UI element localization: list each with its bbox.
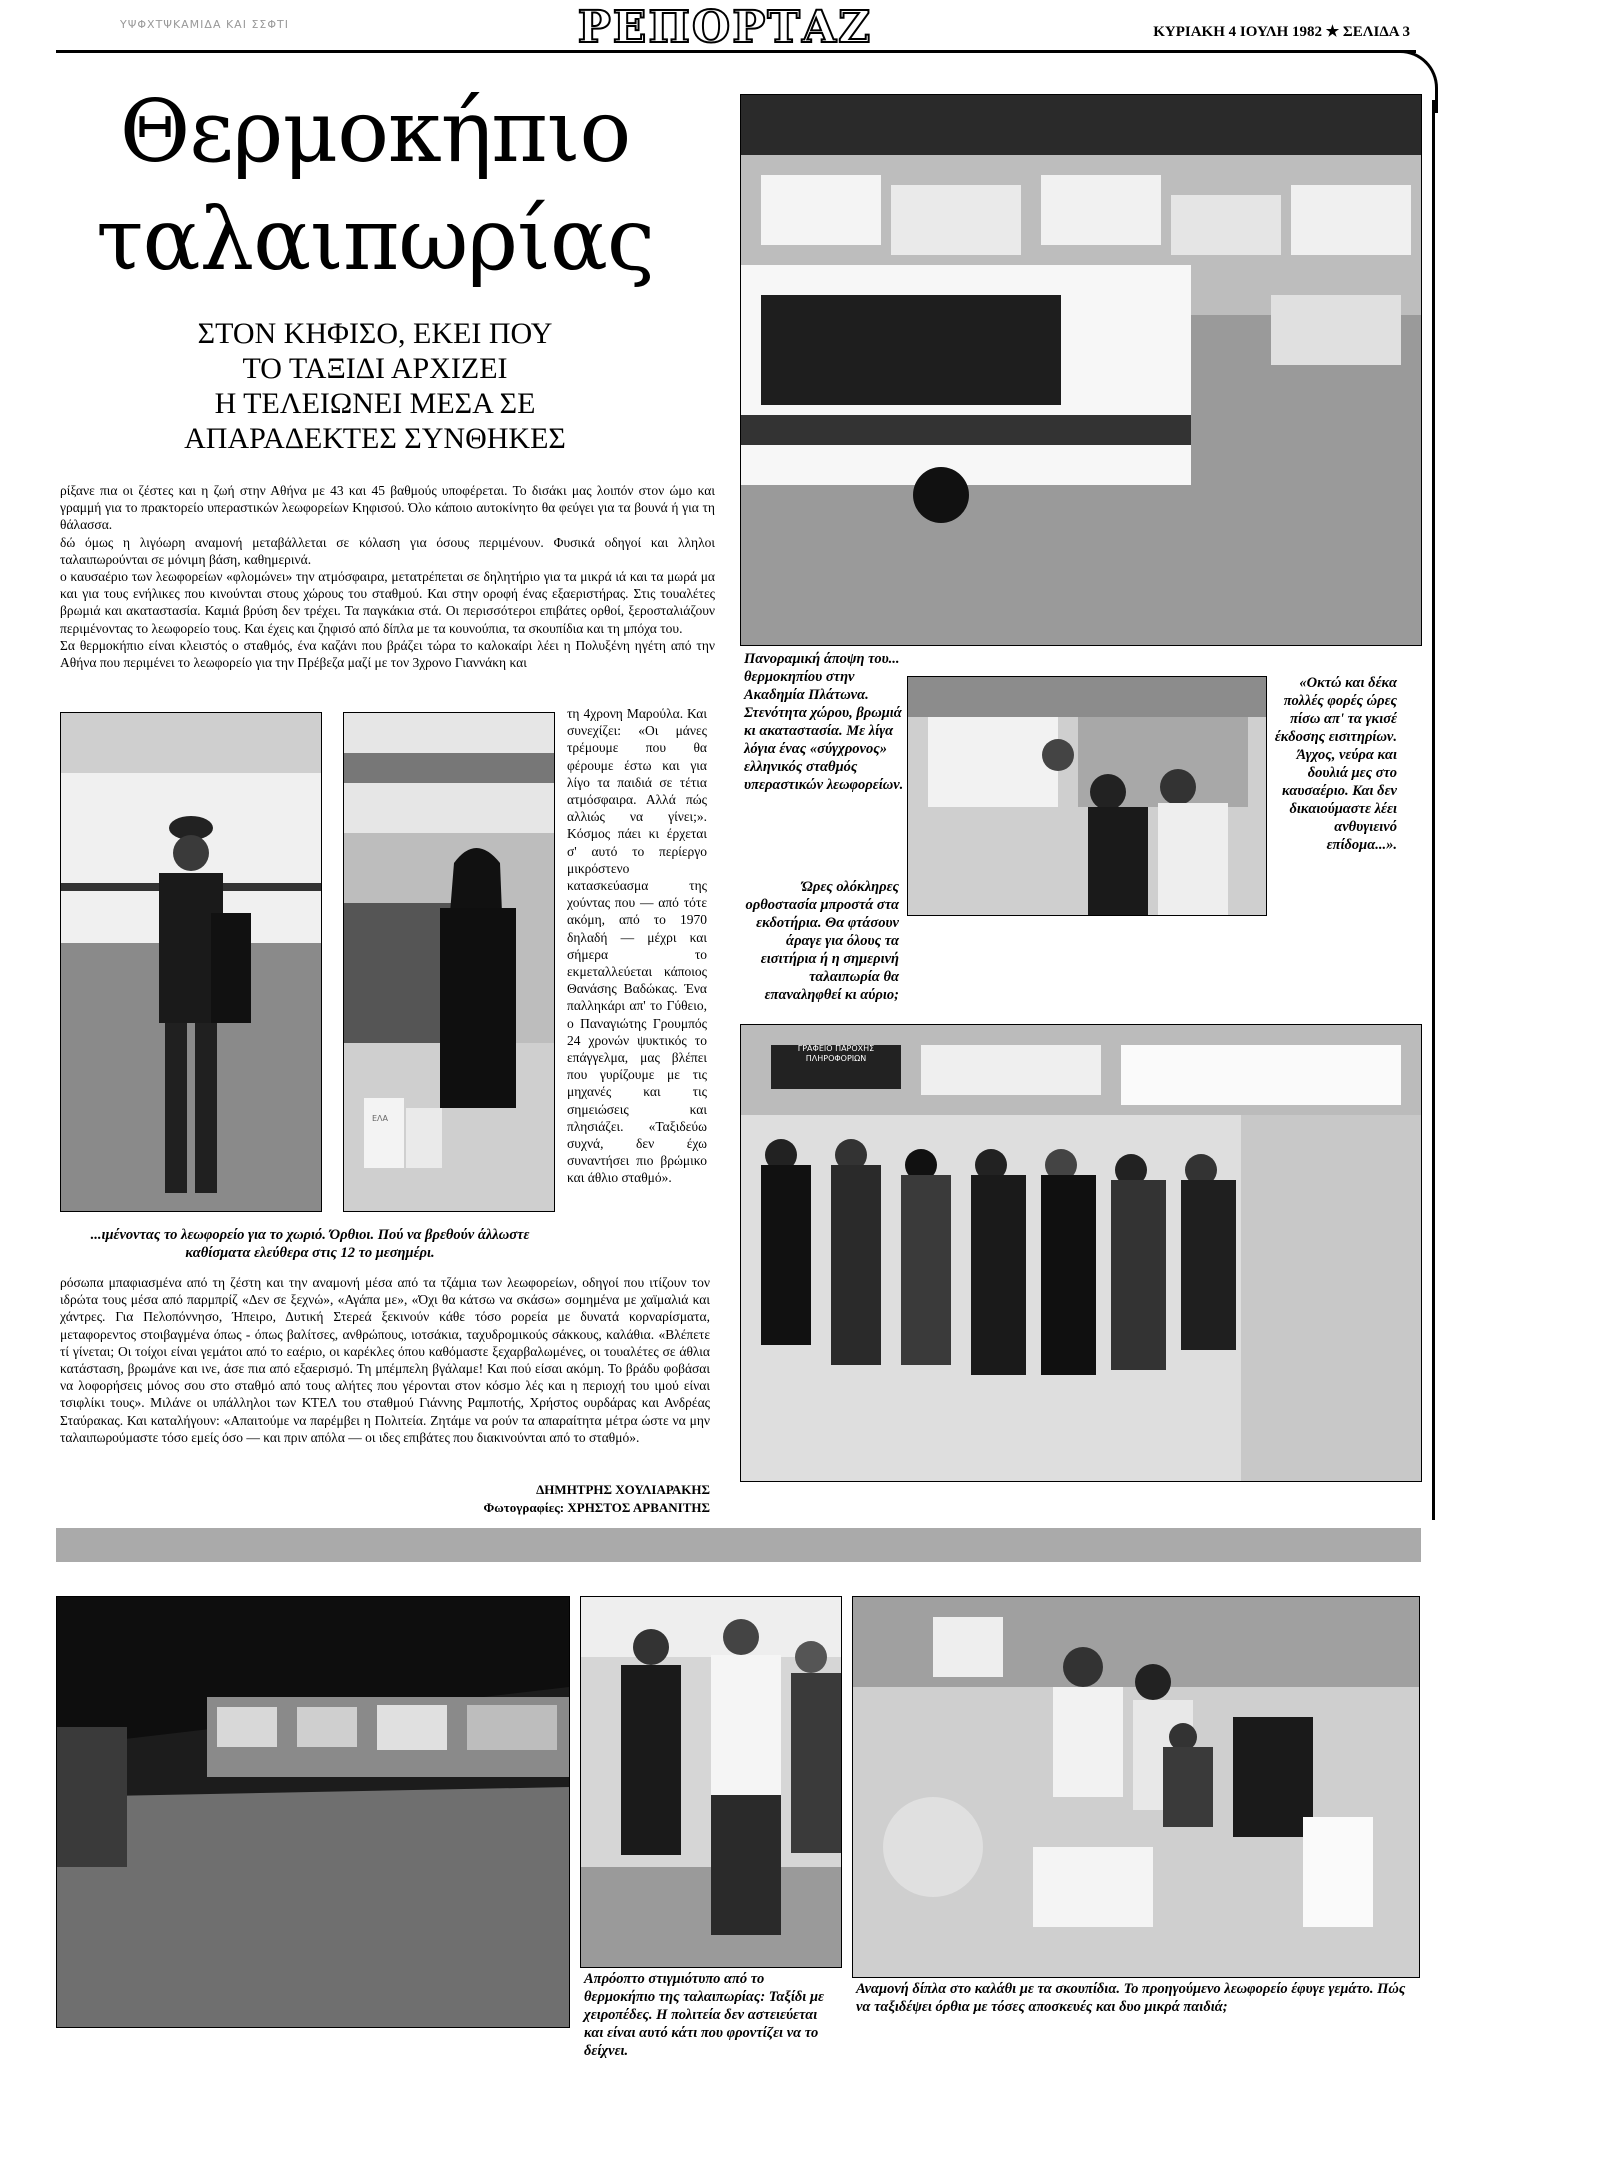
caption-queue: Ώρες ολόκληρες ορθοστασία μπροστά στα εκδοτήρια. Θα φτάσουν άραγε για όλους τα εισιτήρια ή η σημερινή ταλαιπωρία θα επαναληφθεί κι αύριο; — [745, 879, 899, 1003]
subhead-line: ΤΟ ΤΑΞΙΔΙ ΑΡΧΙΖΕΙ — [242, 352, 508, 385]
headline — [60, 78, 690, 308]
section-title: ΡΕΠΟΡΤΑΖ — [577, 2, 873, 53]
photo-police-escort — [580, 1596, 842, 1968]
article-closing — [60, 1274, 710, 1474]
bag-label: ΕΛΑ — [372, 1114, 388, 1123]
right-page-rule — [1432, 100, 1435, 1520]
closing-paragraph: ρόσωπα μπαφιασμένα από τη ζέστη και την αναμονή μέσα από τα τζάμια των λεωφορείων, οδηγοί που ιτίζουν τον ιδρώτα τους μέσα από παρμπρίζ «Δεν σε ξεχνώ», «Αγάπα με», «Όχι θα κάτσω να σκάσω» σομημένα με χαϊμαλιά και χάντρες. Για Πελοπόννησο, Ήπειρο, Δυτική Στερεά ξεκινούν κάθε τόσο ρορεία με δυνατά κορναρίσματα, μεταφορεντος στοιβαγμένα όπως - όπως βαλίτσες, ανθρώπους, ιοτσάκια, ταχυδρομικούς σάκκους, καλάθια. «Βλέπετε τί γίνεται; Οι τοίχοι είναι γεμάτοι από το εαέριο, οι καρέκλες όπου καθόμαστε ξεχαρβαλωμένες, οι τουαλέτες σε άθλια κατάσταση, βρωμάνε και ινε, άσε πια από εξαερισμό. Τη μπέμπελη βγάλαμε! Και πού είσαι ακόμη. Το βράδυ φοβάσαι να λοφορήσεις μόνος σου στο σταθμό από τους αλήτες που γέρονται στον κόσμο λές και η περιοχή του ιμού είναι τσιφλίκι τους». Μιλάνε οι υπάλληλοι των ΚΤΕΛ του σταθμού Γιάννης Ραμποτής, Χρήστος ουρδάρας και Ανδρέας Σταύρακας. Και καταλήγουν: «Απαιτούμε να παρέμβει η Πολιτεία. Ζητάμε να ρούν τα απαραίτητα μέτρα ώστε να μην ταλαιπωρούμαστε τόσο εμείς όσο — και πριν απόλα — οι ιδες επιβάτες που διακινούνται από το σταθμό». — [60, 1275, 710, 1445]
subhead-line: ΣΤΟΝ ΚΗΦΙΣΟ, ΕΚΕΙ ΠΟΥ — [197, 317, 553, 350]
dateline: ΚΥΡΙΑΚΗ 4 ΙΟΥΛΗ 1982 ★ ΣΕΛΙΔΑ 3 — [1153, 24, 1410, 40]
divider-band — [56, 1528, 1421, 1562]
subhead-line: Η ΤΕΛΕΙΩΝΕΙ ΜΕΣΑ ΣΕ — [214, 387, 536, 420]
headline-line-1: Θερμοκήπιο — [119, 82, 631, 182]
headline-line-2: ταλαιπωρίας — [95, 190, 655, 290]
photo-ticket-window — [907, 676, 1267, 916]
intro-paragraph: Σα θερμοκήπιο είναι κλειστός ο σταθμός, ένα καζάνι που βράζει τώρα το καλοκαίρι λέει η Πολυξένη ηγέτη από την Αθήνα που περιμένει το λεωφορείο για την Πρέβεζα μαζί με τον 3χρονο Γιαννάκη και — [60, 637, 715, 671]
photo-credit: Φωτογραφίες: ΧΡΗΣΤΟΣ ΑΡΒΑΝΙΤΗΣ — [483, 1500, 710, 1515]
narrow-column-text: τη 4χρονη Μαρούλα. Και συνεχίζει: «Οι μάνες τρέμουμε που θα φέρουμε έστω και για λίγο τα παιδιά σε τέτια ατμόσφαιρα. Αλλά πώς αλλιώς να γίνει;». Κόσμος πάει κι έρχεται σ' αυτό το περίεργο μικρόστενο κατασκεύασμα της χούντας που — από τότε ακόμη, από το 1970 δηλαδή — μέχρι και σήμερα το εκμεταλλεύεται κάποιος Θανάσης Βαδώκας. Ένα παλληκάρι απ' το Γύθειο, ο Παναγιώτης Γρουμπός 24 χρονών ψυκτικός το επάγγελμα, μας βλέπει που γυρίζουμε με τις μηχανές και τις σημειώσεις και πλησιάζει. «Ταξιδεύω συχνά, δεν έχω συναντήσει πιο βρώμικο και άθλιο σταθμό». — [567, 706, 707, 1186]
article-narrow-column — [567, 705, 707, 1285]
photo-woman-in-black — [343, 712, 555, 1212]
photo-man-with-bag — [60, 712, 322, 1212]
photo-waiting-bench — [852, 1596, 1420, 1978]
photo-station-interior — [56, 1596, 570, 2028]
caption-waiting-village: ...ιμένοντας το λεωφορείο για το χωριό. Όρθιοι. Πού να βρεθούν άλλωστε καθίσματα ελεύθερα στις 12 το μεσημέρι. — [90, 1227, 530, 1261]
article-intro — [60, 482, 715, 704]
subheadline — [90, 316, 660, 466]
masthead-left-text: ΥΨΦΧΤΨΚΑΜΙΔΑ ΚΑΙ ΣΣΦΤΙ — [120, 18, 289, 31]
booth-sign: ΓΡΑΦΕΙΟ ΠΑΡΟΧΗΣ ΠΛΗΡΟΦΟΡΙΩΝ — [797, 1044, 875, 1063]
caption-ticket-office: «Οκτώ και δέκα πολλές φορές ώρες πίσω απ' τα γκισέ έκδοσης εισιτηρίων. Άγχος, νεύρα και δουλιά μες στο καυσαέριο. Και δεν δικαιούμαστε λέει ανθυγιεινό επίδομα...». — [1274, 675, 1397, 853]
caption-bin: Αναμονή δίπλα στο καλάθι με τα σκουπίδια. Το προηγούμενο λεωφορείο έφυγε γεμάτο. Πώς να ταξιδέψει όρθια με τόσες αποσκευές και δυο μικρά παιδιά; — [856, 1981, 1406, 2015]
photo-queue — [740, 1024, 1422, 1482]
byline: ΔΗΜΗΤΡΗΣ ΧΟΥΛΙΑΡΑΚΗΣ — [536, 1482, 710, 1497]
subhead-line: ΑΠΑΡΑΔΕΚΤΕΣ ΣΥΝΘΗΚΕΣ — [184, 422, 566, 455]
intro-paragraph: ρίξανε πια οι ζέστες και η ζωή στην Αθήνα με 43 και 45 βαθμούς υποφέρεται. Το δισάκι μας λοιπόν στον ώμο και γραμμή για το πρακτορείο υπεραστικών λεωφορείων Κηφισού. Όλο κάποιο αυτοκίνητο θα φεύγει για τα βουνά ή για τη θάλασσα. — [60, 483, 715, 533]
intro-paragraph: δώ όμως η λιγόωρη αναμονή μεταβάλλεται σε κόλαση για όσους περιμένουν. Φυσικά οδηγοί και λληλοι ταλαιπωρούνται σε μόνιμη βάση, καθημερινά. — [60, 534, 715, 567]
photo-buses-panorama — [740, 94, 1422, 646]
caption-police: Απρόοπτο στιγμιότυπο από το θερμοκήπιο της ταλαιπωρίας: Ταξίδι με χειροπέδες. Η πολιτεία δεν αστειεύεται και είναι αυτό κάτι που φροντίζει να το δείχνει. — [584, 1971, 824, 2059]
caption-panoramic: Πανοραμική άποψη του... θερμοκηπίου στην Ακαδημία Πλάτωνα. Στενότητα χώρου, βρωμιά κι ακαταστασία. Με λίγα λόγια ένας «σύγχρονος» ελληνικός σταθμός υπεραστικών λεωφορείων. — [744, 651, 904, 793]
header-rule — [56, 50, 1416, 53]
intro-paragraph: ο καυσαέριο των λεωφορείων «φλομώνει» την ατμόσφαιρα, μετατρέπεται σε δηλητήριο για τα μικρά ιά και τα μωρά μα και για τους ενήλικες που κινούνται στους χώρους του σταθμού. Και στην οροφή ένας εξαεριστήρας. Στις τουαλέτες βρωμιά και ακαταστασία. Καμιά βρύση δεν τρέχει. Τα παγκάκια στά. Οι περισσότεροι επιβάτες ορθοί, ξεροσταλιάζουν περιμένοντας το λεωφορείο τους. Και έχεις και ζηφισό από δίπλα με τα κουνούπια, τα σκουπίδια και τη μπόχα του. — [60, 569, 715, 636]
